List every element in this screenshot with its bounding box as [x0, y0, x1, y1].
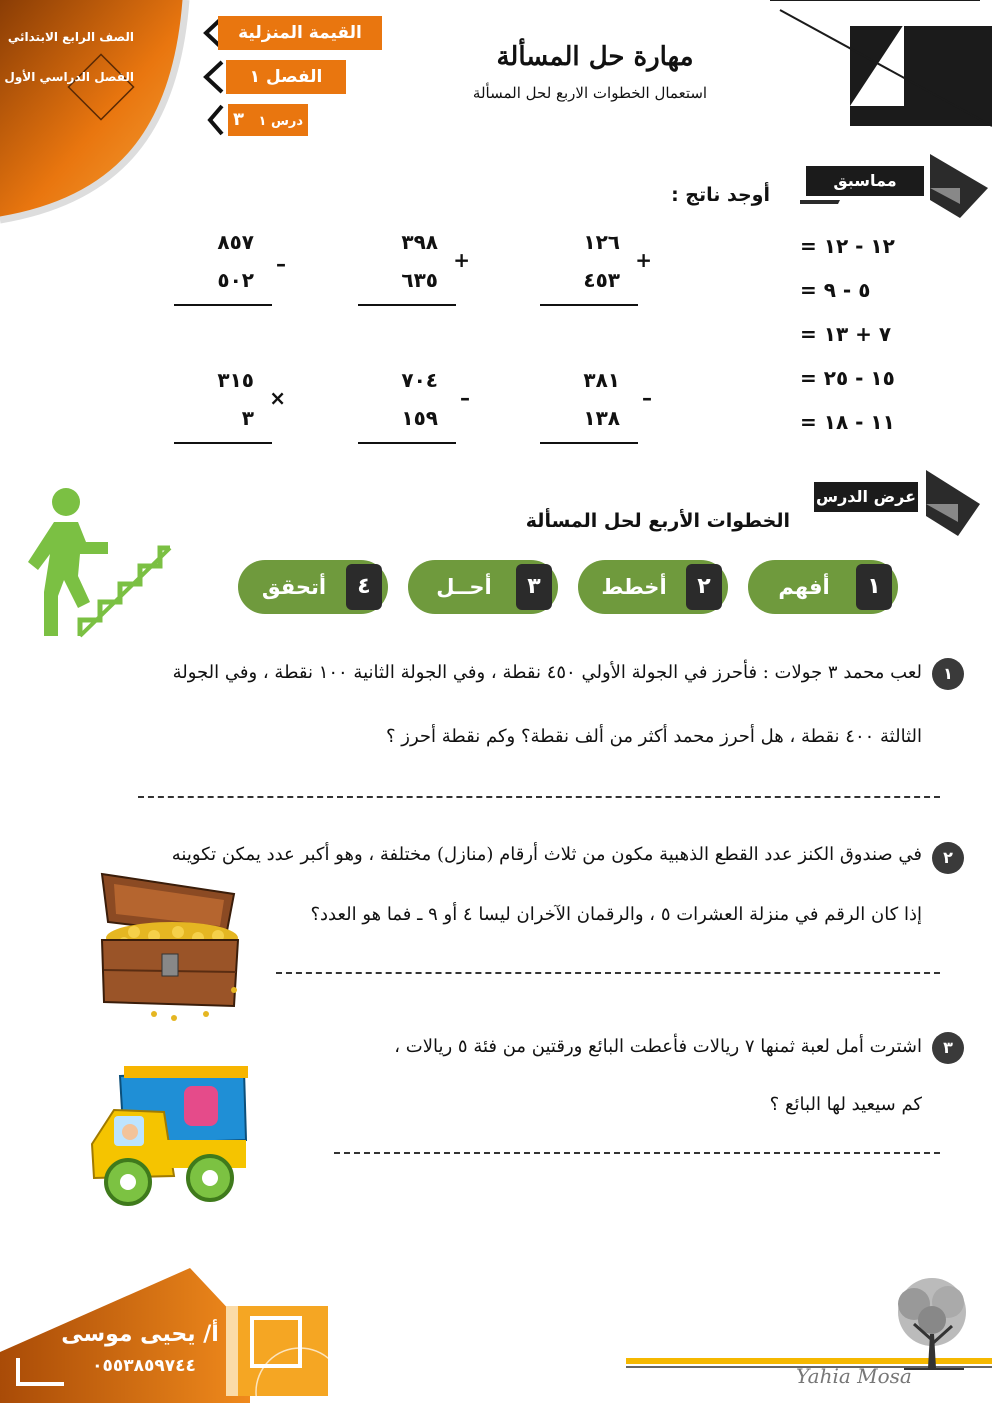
- treasure-chest-icon: [94, 866, 244, 1022]
- problem-bottom-number: ١٣٨: [583, 406, 620, 430]
- grade-text: الصف الرابع الابتدائي: [7, 30, 134, 44]
- lesson-label: درس ١: [258, 114, 304, 129]
- operator-sign: +: [635, 248, 652, 272]
- horizontal-problem: = ١٥ - ٢٥: [800, 366, 895, 390]
- answer-rule[interactable]: [358, 442, 456, 444]
- question-1-answer-line[interactable]: [138, 796, 940, 798]
- question-3-line-2: كم سيعيد لها البائع ؟: [769, 1094, 922, 1115]
- operator-sign: ×: [269, 386, 286, 410]
- step-pill: [748, 560, 898, 614]
- answer-rule[interactable]: [174, 304, 272, 306]
- step-label: أحــل: [436, 575, 492, 599]
- step-label: أخطط: [601, 575, 667, 599]
- step-pill: [578, 560, 728, 614]
- page-title: مهارة حل المسألة: [496, 42, 694, 72]
- question-3-answer-line[interactable]: [334, 1152, 940, 1154]
- signature: Yahia Mosa: [796, 1364, 912, 1388]
- author-phone: ٠٥٥٣٨٥٩٧٤٤: [92, 1356, 196, 1376]
- answer-rule[interactable]: [540, 442, 638, 444]
- horizontal-problem: = ١١ - ١٨: [800, 410, 895, 434]
- page-subtitle: استعمال الخطوات الاربع لحل المسألة: [472, 84, 708, 102]
- lesson-number: ٣: [232, 109, 244, 130]
- stairs-climber-icon: [24, 484, 174, 642]
- lesson-heading: الخطوات الأربع لحل المسألة: [525, 510, 790, 532]
- step-number: ٢: [686, 564, 722, 610]
- step-pill: [238, 560, 388, 614]
- chapter-ribbon: الفصل ١: [226, 60, 346, 94]
- step-label: أتحقق: [261, 575, 327, 599]
- tree-logo-icon: [884, 1274, 980, 1374]
- problem-bottom-number: ٦٣٥: [401, 268, 438, 292]
- step-number: ١: [856, 564, 892, 610]
- question-2-badge: ٢: [932, 842, 964, 874]
- warmup-heading: أوجد ناتج :: [671, 184, 770, 206]
- problem-top-number: ٧٠٤: [401, 368, 438, 392]
- horizontal-problem: = ١٢ - ١٢: [800, 234, 895, 258]
- question-1-line-2: الثالثة ٤٠٠ نقطة ، هل أحرز محمد أكثر من ألف نقطة؟ وكم نقطة أحرز ؟: [386, 726, 922, 747]
- vertical-problem: [174, 230, 286, 310]
- operator-sign: –: [642, 386, 652, 410]
- answer-rule[interactable]: [540, 304, 638, 306]
- problem-top-number: ٣٩٨: [401, 230, 438, 254]
- question-2-line-1: في صندوق الكنز عدد القطع الذهبية مكون من ثلاث أرقام (منازل) مختلفة ، وهو أكبر عدد يمكن تكوينه: [171, 844, 922, 865]
- vertical-problem: [174, 368, 286, 448]
- vertical-problem: [358, 368, 470, 448]
- answer-rule[interactable]: [174, 442, 272, 444]
- question-1-badge: ١: [932, 658, 964, 690]
- problem-bottom-number: ٥٠٢: [217, 268, 254, 292]
- problem-top-number: ٨٥٧: [217, 230, 254, 254]
- unit-ribbon: القيمة المنزلية: [218, 16, 382, 50]
- toy-truck-icon: [84, 1060, 254, 1210]
- problem-bottom-number: ١٥٩: [401, 406, 438, 430]
- answer-rule[interactable]: [358, 304, 456, 306]
- operator-sign: +: [453, 248, 470, 272]
- question-1-line-1: لعب محمد ٣ جولات : فأحرز في الجولة الأولي ٤٥٠ نقطة ، وفي الجولة الثانية ١٠٠ نقطة ، وفي الجولة: [172, 662, 922, 683]
- vertical-problem: [540, 368, 652, 448]
- operator-sign: –: [460, 386, 470, 410]
- step-label: أفهم: [778, 575, 830, 599]
- step-number: ٤: [346, 564, 382, 610]
- top-right-decoration: [770, 0, 992, 130]
- vertical-problem: [358, 230, 470, 310]
- horizontal-problem: = ٥ - ٩: [800, 278, 871, 302]
- step-pill: [408, 560, 558, 614]
- author-name: أ/ يحيى موسى: [61, 1322, 219, 1347]
- question-3-badge: ٣: [932, 1032, 964, 1064]
- step-number: ٣: [516, 564, 552, 610]
- question-2-answer-line[interactable]: [276, 972, 940, 974]
- problem-top-number: ١٢٦: [583, 230, 620, 254]
- problem-top-number: ٣٨١: [583, 368, 620, 392]
- lesson-ribbon: [228, 104, 308, 136]
- problem-bottom-number: ٣: [241, 406, 254, 430]
- lesson-label: عرض الدرس: [814, 482, 918, 512]
- warmup-label: مماسبق: [806, 166, 924, 196]
- operator-sign: –: [276, 252, 286, 276]
- problem-bottom-number: ٤٥٣: [583, 268, 620, 292]
- question-2-line-2: إذا كان الرقم في منزلة العشرات ٥ ، والرقمان الآخران ليسا ٤ أو ٩ ـ فما هو العدد؟: [310, 904, 922, 925]
- horizontal-problem: = ٧ + ١٣: [800, 322, 892, 346]
- problem-top-number: ٣١٥: [217, 368, 254, 392]
- question-3-line-1: اشترت أمل لعبة ثمنها ٧ ريالات فأعطت البائع ورقتين من فئة ٥ ريالات ،: [394, 1036, 922, 1057]
- semester-text: الفصل الدراسي الأول: [4, 70, 134, 84]
- vertical-problem: [540, 230, 652, 310]
